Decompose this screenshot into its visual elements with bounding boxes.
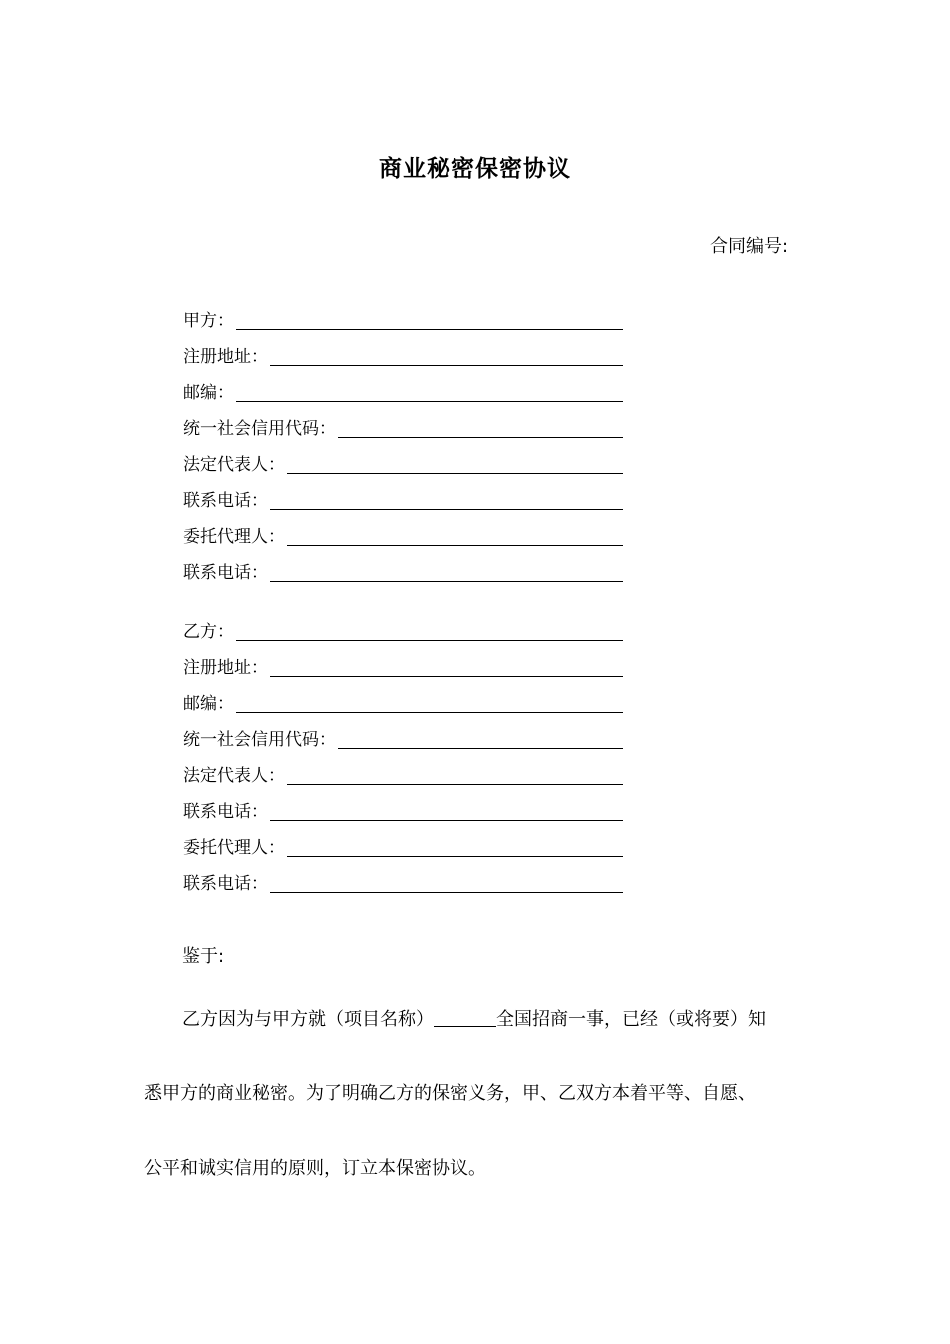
party-a-postcode-row [183,368,623,404]
party-a-agent-phone-row [183,548,623,584]
document-title: 商业秘密保密协议 [379,156,571,182]
party-b-name-row [183,607,623,643]
party-b-agent-row [183,823,623,859]
party-b-credit-code-row [183,715,623,751]
fill-in-line [236,381,623,402]
fill-in-line [270,656,623,677]
fill-in-line [270,345,623,366]
fill-in-line [236,309,623,330]
party-a-legal-rep-row [183,440,623,476]
fill-in-line [338,728,623,749]
recital-line-3: 公平和诚实信用的原则，订立本保密协议。 [144,1158,486,1179]
field-label: 邮编： [183,694,234,714]
fill-in-line [287,836,623,857]
project-name-blank [434,1008,496,1027]
field-label: 法定代表人： [183,455,285,475]
fill-in-line [287,453,623,474]
fill-in-line [236,692,623,713]
party-b-phone-row [183,787,623,823]
field-label: 邮编： [183,383,234,403]
party-b-agent-phone-row [183,859,623,895]
fill-in-line [270,489,623,510]
field-label: 联系电话： [183,491,268,511]
fill-in-line [270,800,623,821]
party-b-postcode-row [183,679,623,715]
field-label: 联系电话： [183,802,268,822]
fill-in-line [270,561,623,582]
party-b-section [183,607,623,895]
recital-line-2: 悉甲方的商业秘密。为了明确乙方的保密义务，甲、乙双方本着平等、自愿、 [144,1083,756,1104]
party-a-section [183,296,623,584]
recital-line-1-end: 全国招商一事，已经（或将要）知 [496,1009,766,1030]
fill-in-line [236,620,623,641]
party-a-credit-code-row [183,404,623,440]
field-label: 联系电话： [183,563,268,583]
field-label: 注册地址： [183,347,268,367]
fill-in-line [270,872,623,893]
party-a-address-row [183,332,623,368]
field-label: 联系电话： [183,874,268,894]
field-label: 委托代理人： [183,527,285,547]
party-a-agent-row [183,512,623,548]
field-label: 甲方： [183,311,234,331]
recital-line-1 [182,1005,766,1031]
party-b-address-row [183,643,623,679]
field-label: 统一社会信用代码： [183,419,336,439]
recital-line-1-start: 乙方因为与甲方就（项目名称） [182,1009,434,1030]
field-label: 乙方： [183,622,234,642]
contract-number-label: 合同编号: [710,236,789,257]
party-a-phone-row [183,476,623,512]
party-a-name-row [183,296,623,332]
fill-in-line [287,764,623,785]
party-b-legal-rep-row [183,751,623,787]
fill-in-line [338,417,623,438]
field-label: 委托代理人： [183,838,285,858]
field-label: 法定代表人： [183,766,285,786]
fill-in-line [287,525,623,546]
field-label: 统一社会信用代码： [183,730,336,750]
field-label: 注册地址： [183,658,268,678]
recital-heading: 鉴于: [182,946,225,967]
